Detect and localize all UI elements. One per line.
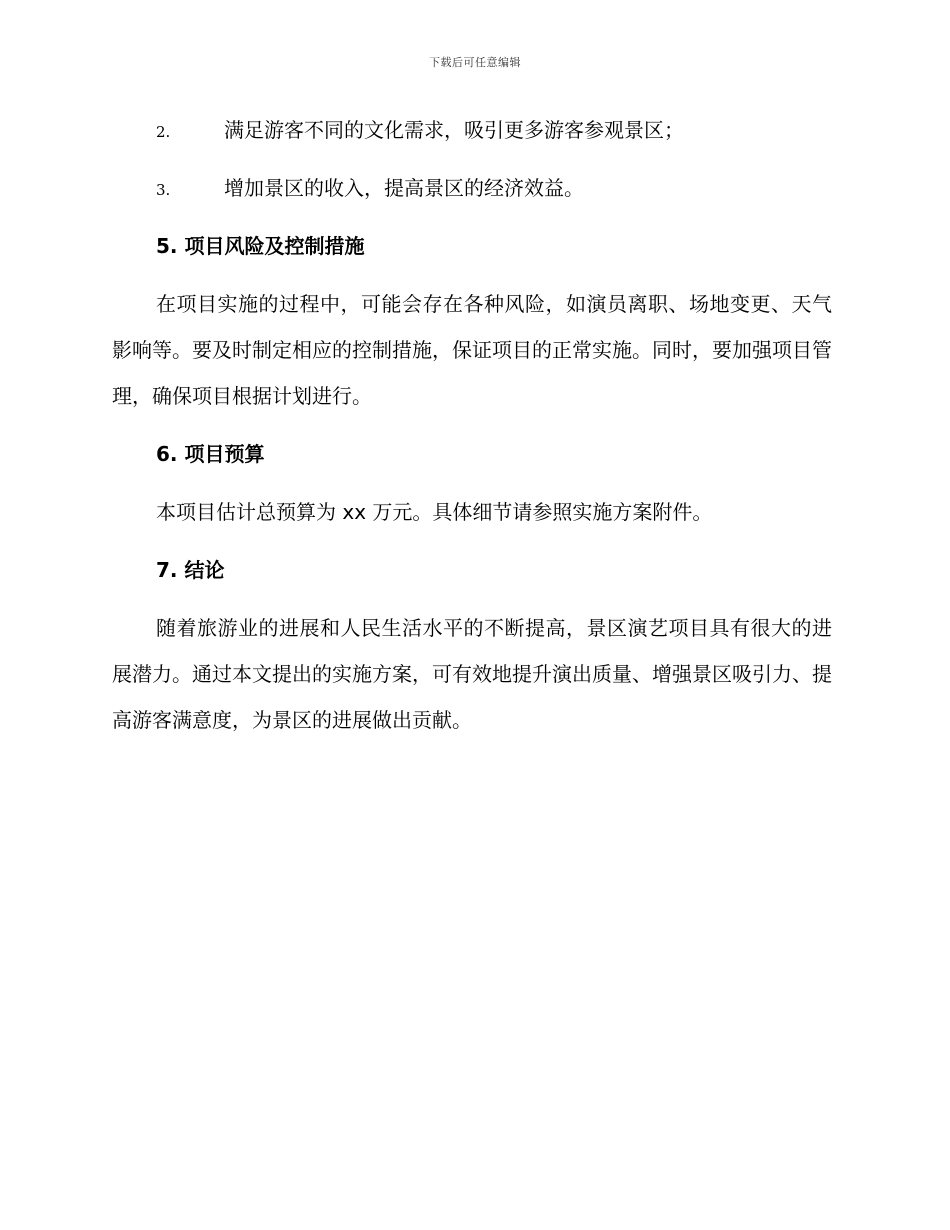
list-item bbox=[112, 112, 832, 148]
list-item-number: 3. bbox=[156, 181, 171, 199]
list-item-text: 满足游客不同的文化需求，吸引更多游客参观景区； bbox=[224, 118, 684, 142]
section-heading-budget: 6. 项目预算 bbox=[156, 442, 265, 466]
page-header-note: 下载后可任意编辑 bbox=[429, 56, 521, 69]
section-heading-conclusion: 7. 结论 bbox=[156, 558, 225, 582]
list-item bbox=[112, 170, 832, 206]
list-item-number: 2. bbox=[156, 123, 171, 141]
section-paragraph-conclusion: 随着旅游业的进展和人民生活水平的不断提高，景区演艺项目具有很大的进展潜力。通过本文提出的实施方案，可有效地提升演出质量、增强景区吸引力、提高游客满意度，为景区的进展做出贡献。 bbox=[112, 616, 832, 732]
section-heading-risk: 5. 项目风险及控制措施 bbox=[156, 234, 365, 258]
document-body bbox=[112, 112, 832, 760]
section-paragraph-budget: 本项目估计总预算为 xx 万元。具体细节请参照实施方案附件。 bbox=[156, 500, 713, 524]
list-item-text: 增加景区的收入，提高景区的经济效益。 bbox=[224, 176, 584, 200]
section-paragraph-risk: 在项目实施的过程中，可能会存在各种风险，如演员离职、场地变更、天气影响等。要及时制定相应的控制措施，保证项目的正常实施。同时，要加强项目管理，确保项目根据计划进行。 bbox=[112, 292, 832, 408]
